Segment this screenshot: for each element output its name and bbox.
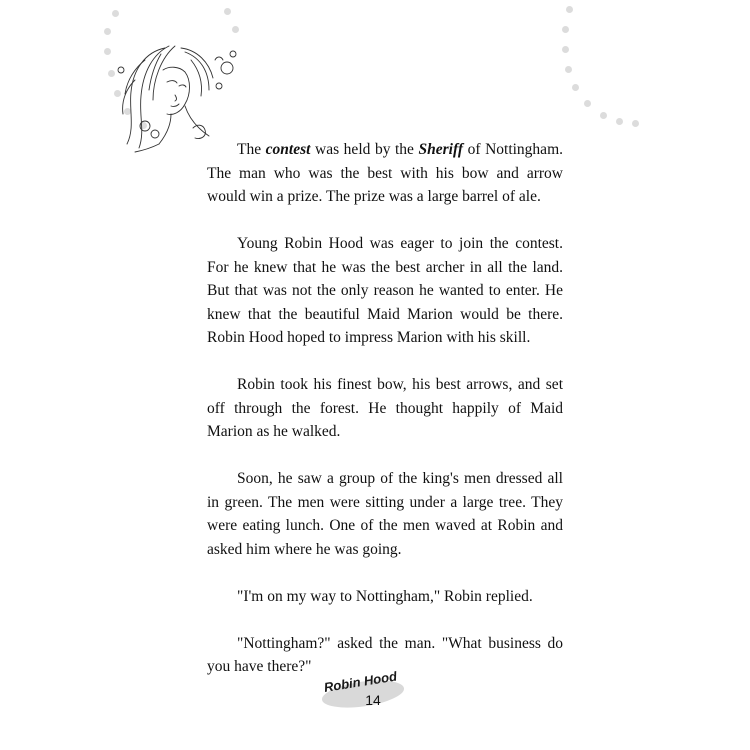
dot-icon bbox=[632, 120, 639, 127]
dot-icon bbox=[104, 28, 111, 35]
emphasis-contest: contest bbox=[265, 141, 311, 158]
page-number: 14 bbox=[365, 692, 381, 708]
paragraph: Robin took his finest bow, his best arrows, and set off through the forest. He thought happily of Maid Marion as he walked. bbox=[207, 376, 563, 440]
page-badge bbox=[318, 668, 408, 714]
paragraph: "Nottingham?" asked the man. "What business do you have there?" bbox=[207, 634, 563, 675]
dot-icon bbox=[565, 66, 572, 73]
dot-icon bbox=[584, 100, 591, 107]
dot-icon bbox=[616, 118, 623, 125]
dot-icon bbox=[232, 26, 239, 33]
dot-icon bbox=[572, 84, 579, 91]
dot-icon bbox=[112, 10, 119, 17]
dot-icon bbox=[562, 26, 569, 33]
dot-icon bbox=[562, 46, 569, 53]
dot-icon bbox=[566, 6, 573, 13]
text-run: was held by the bbox=[310, 141, 419, 158]
paragraph bbox=[207, 138, 563, 209]
text-run: of Nottingham. The man who was the best with his bow and arrow would win a prize. The prize was a large barrel of ale. bbox=[207, 141, 563, 205]
paragraph: Soon, he saw a group of the king's men dressed all in green. The men were sitting under a large tree. They were eating lunch. One of the men waved at Robin and asked him where he was going. bbox=[207, 470, 563, 558]
dot-icon bbox=[224, 8, 231, 15]
emphasis-sheriff: Sheriff bbox=[418, 141, 464, 158]
book-title: Robin Hood bbox=[322, 668, 398, 695]
paragraph: "I'm on my way to Nottingham," Robin replied. bbox=[237, 587, 533, 605]
paragraph: Young Robin Hood was eager to join the contest. For he knew that he was the best archer in all the land. But that was not the only reason he wanted to enter. He knew that the beautiful Maid Marion would be there. Robin Hood hoped to impress Marion with his skill. bbox=[207, 235, 563, 346]
text-run: The bbox=[237, 141, 266, 158]
dot-icon bbox=[600, 112, 607, 119]
story-text bbox=[207, 138, 563, 702]
